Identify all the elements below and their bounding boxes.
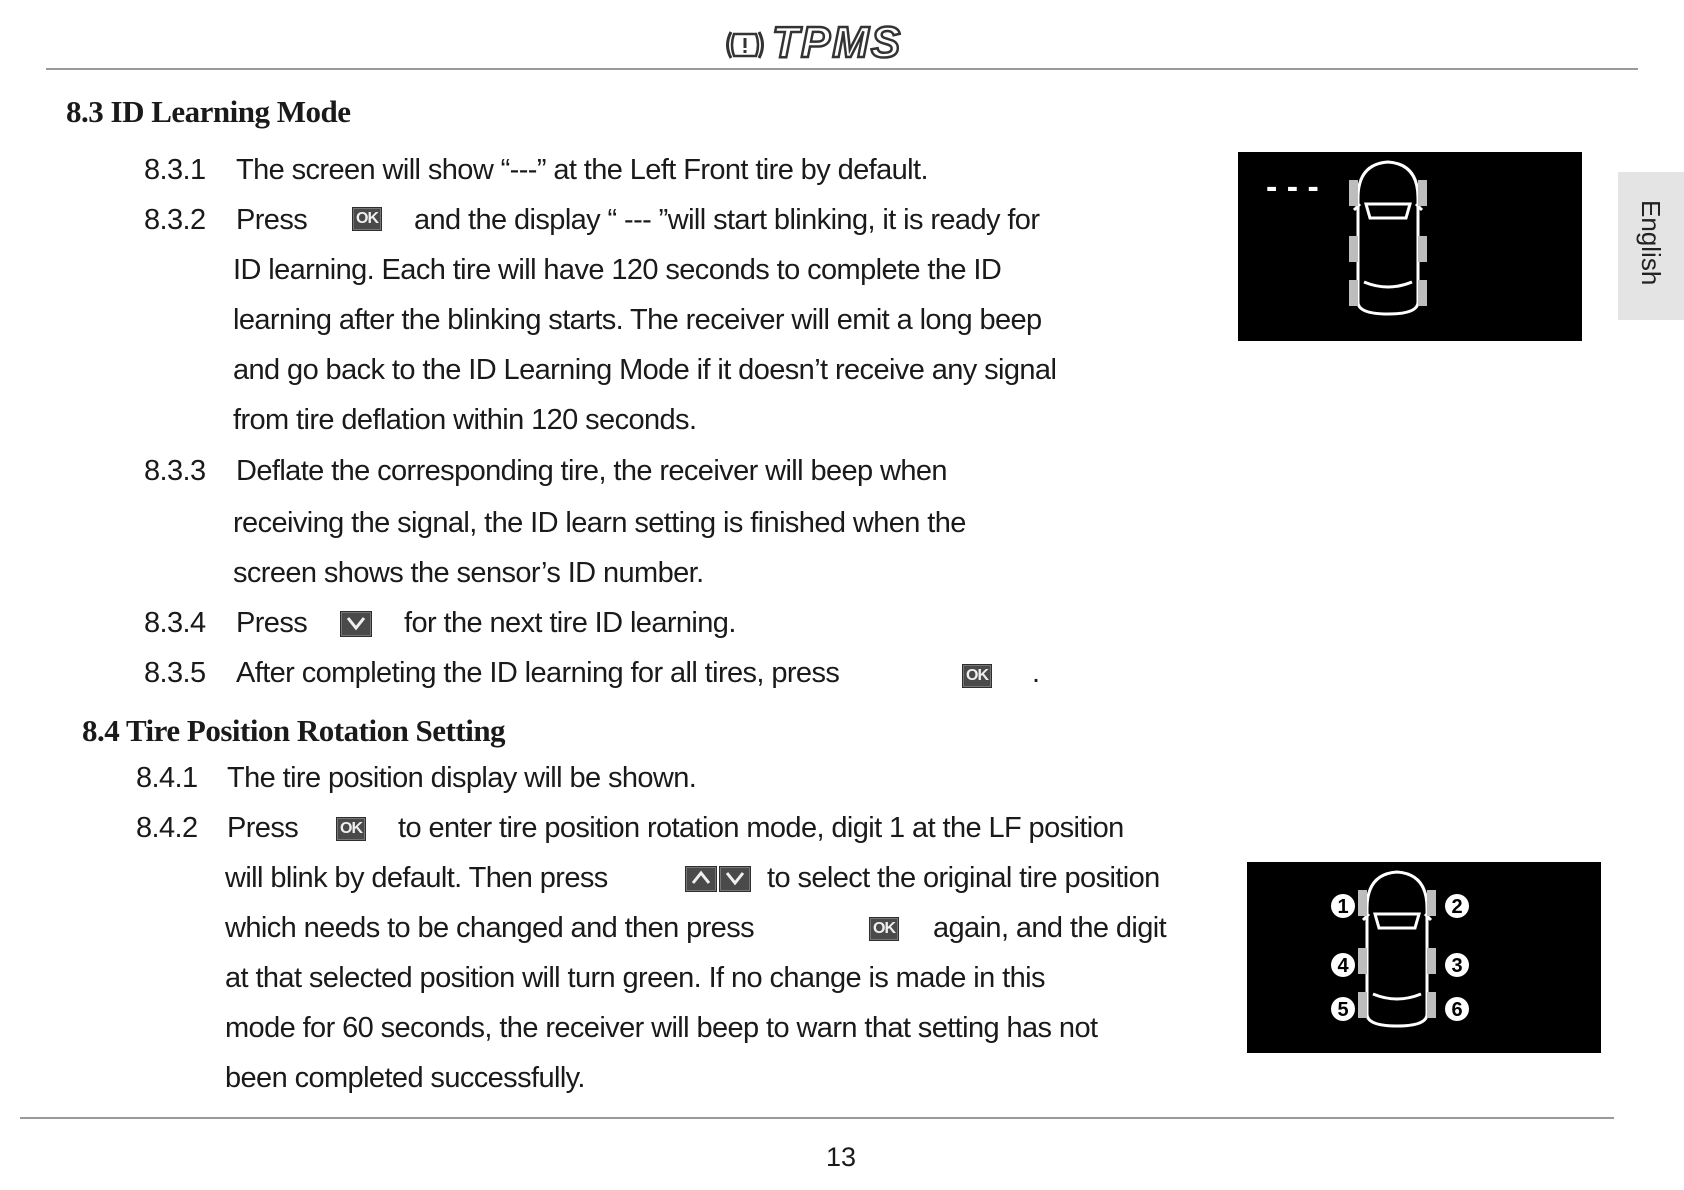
step-8-3-5 <box>144 656 1040 690</box>
step-8-3-4 <box>144 606 736 640</box>
position-6-label: 6 <box>1451 999 1463 1021</box>
step-text: Press <box>236 607 308 639</box>
step-text-line: and go back to the ID Learning Mode if it doesn’t receive any signal <box>233 354 1057 386</box>
step-number: 8.4.1 <box>136 762 198 794</box>
step-text: will blink by default. Then press <box>225 862 608 894</box>
step-8-3-1 <box>144 153 928 187</box>
tire-position-display <box>1247 862 1601 1053</box>
ok-button-icon: OK <box>352 207 382 231</box>
footer-rule <box>20 1117 1614 1119</box>
step-text: for the next tire ID learning. <box>404 607 736 639</box>
header-rule <box>46 68 1638 70</box>
step-text-line: receiving the signal, the ID learn setting is finished when the <box>233 507 966 539</box>
step-text: to enter tire position rotation mode, digit 1 at the LF position <box>398 812 1124 844</box>
step-number: 8.4.2 <box>136 812 198 844</box>
step-text: The tire position display will be shown. <box>227 762 697 794</box>
page-number: 13 <box>826 1142 857 1172</box>
ok-button-icon: OK <box>336 817 366 841</box>
down-arrow-icon <box>719 866 751 892</box>
ok-button-icon: OK <box>869 917 899 941</box>
step-text: and the display “ --- ”will start blinking, it is ready for <box>414 204 1040 236</box>
dash-indicator: - - - <box>1266 168 1319 206</box>
section-title-id-learning: 8.3 ID Learning Mode <box>66 94 351 129</box>
position-3-label: 3 <box>1451 955 1463 977</box>
step-text: Press <box>227 812 299 844</box>
step-number: 8.3.4 <box>144 607 206 639</box>
position-1-label: 1 <box>1337 896 1349 918</box>
step-text-line: ID learning. Each tire will have 120 seconds to complete the ID <box>233 254 1002 286</box>
step-text: to select the original tire position <box>767 862 1160 894</box>
step-number: 8.3.3 <box>144 455 206 487</box>
step-8-4-2 <box>136 811 1124 845</box>
step-text-line: screen shows the sensor’s ID number. <box>233 557 704 589</box>
step-8-3-2 <box>144 203 1040 237</box>
step-text: . <box>1032 657 1040 689</box>
position-4-label: 4 <box>1337 955 1349 977</box>
step-text: After completing the ID learning for all tires, press <box>236 657 840 689</box>
position-2-label: 2 <box>1451 896 1463 918</box>
step-text-line: learning after the blinking starts. The receiver will emit a long beep <box>233 304 1042 336</box>
tpms-logo <box>722 20 942 70</box>
position-5-label: 5 <box>1337 999 1349 1021</box>
step-text: Deflate the corresponding tire, the receiver will beep when <box>236 455 947 487</box>
id-learning-display <box>1238 152 1582 341</box>
step-8-4-1 <box>136 761 697 795</box>
up-arrow-icon <box>685 866 717 892</box>
step-number: 8.3.1 <box>144 154 206 186</box>
language-tab[interactable] <box>1618 172 1684 320</box>
car-top-view-icon <box>1238 152 1582 341</box>
step-text-line <box>225 861 1160 895</box>
step-text-line: from tire deflation within 120 seconds. <box>233 404 697 436</box>
step-text: which needs to be changed and then press <box>225 912 755 944</box>
step-number: 8.3.2 <box>144 204 206 236</box>
step-text: again, and the digit <box>933 912 1167 944</box>
step-8-3-3 <box>144 454 947 488</box>
tpms-warning-icon <box>722 28 768 62</box>
ok-button-icon: OK <box>962 664 992 688</box>
car-top-view-icon <box>1247 862 1601 1053</box>
step-text: The screen will show “---” at the Left Front tire by default. <box>236 154 928 186</box>
step-number: 8.3.5 <box>144 657 206 689</box>
step-text-line: been completed successfully. <box>225 1062 585 1094</box>
step-text-line <box>225 911 1167 945</box>
step-text-line: mode for 60 seconds, the receiver will beep to warn that setting has not <box>225 1012 1098 1044</box>
language-tab-label: English <box>1636 200 1666 286</box>
down-arrow-icon <box>340 611 372 637</box>
step-text: Press <box>236 204 308 236</box>
section-title-rotation: 8.4 Tire Position Rotation Setting <box>82 713 506 748</box>
logo-text: TPMS <box>772 18 903 67</box>
step-text-line: at that selected position will turn green. If no change is made in this <box>225 962 1045 994</box>
